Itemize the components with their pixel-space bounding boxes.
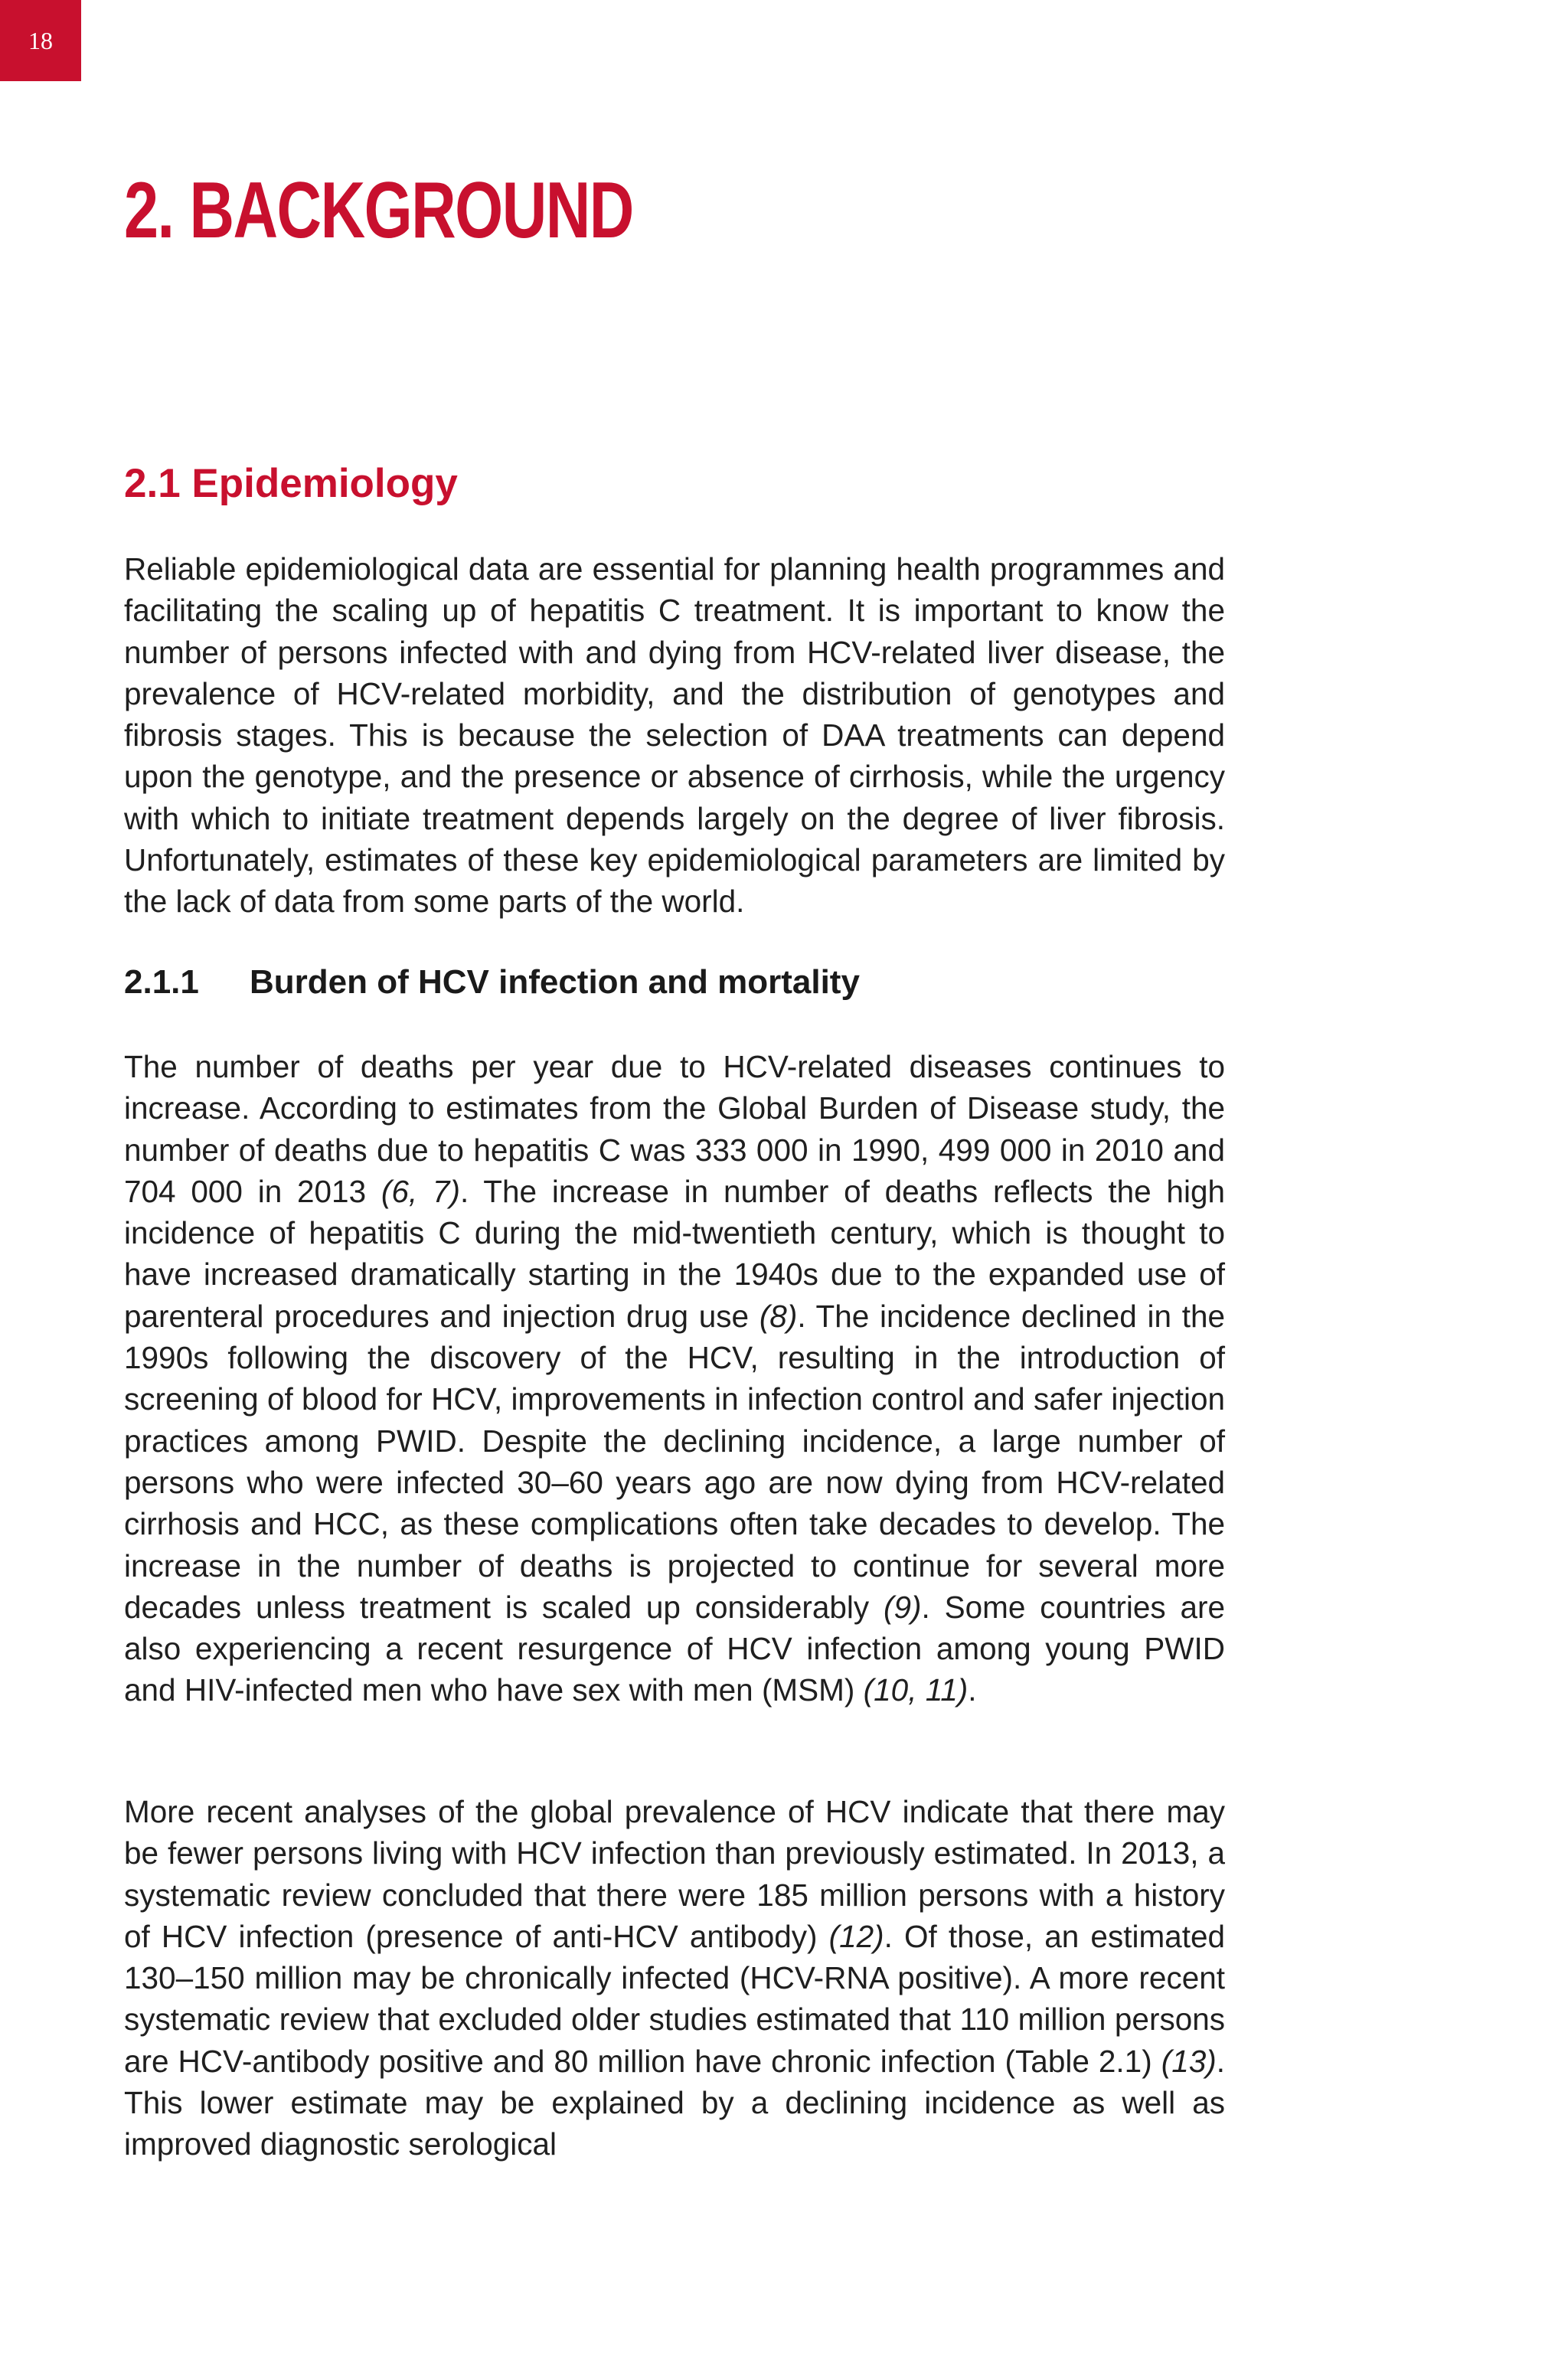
paragraph-text: . The incidence declined in the 1990s following the discovery of the HCV, resulting in the introduction of screening of blood for HCV, improvements in infection control and safer injection practices among PWID. Despite the declining incidence, a large number of persons who were infected 30–60 years ago are now dying from HCV-related cirrhosis and HCC, as these complications often take decades to develop. The increase in the number of deaths is projected to continue for several more decades unless treatment is scaled up considerably [124, 1298, 1226, 1625]
paragraph-text: The number of deaths per year due to HCV-related diseases continues to increase. According to estimates from the Global Burden of Disease study, the number of deaths due to hepatitis C was 333 000 in 1990, 499 000 in 2010 and 704 000 in 2013 [124, 1049, 1225, 1209]
citation-ref: (12) [828, 1918, 884, 1954]
subsection-heading: Burden of HCV infection and mortality [250, 963, 860, 1001]
paragraph-text: . Some countries are also experiencing a recent resurgence of HCV infection among young PWID and HIV-infected men who have sex with men (MSM) [124, 1589, 1225, 1708]
section-title: 2.1 Epidemiology [124, 461, 458, 506]
citation-ref: (8) [759, 1298, 798, 1334]
paragraph-text: . This lower estimate may be explained by a declining incidence as well as improved diagnostic serological [124, 2043, 1225, 2162]
citation-ref: (10, 11) [863, 1672, 969, 1708]
paragraph-text: More recent analyses of the global prevalence of HCV indicate that there may be fewer persons living with HCV infection than previously estimated. In 2013, a systematic review concluded that there were 185 million persons with a history of HCV infection (presence of anti-HCV antibody) [124, 1794, 1225, 1954]
paragraph-global-prevalence [124, 1791, 1225, 2165]
paragraph-burden-mortality [124, 1046, 1225, 1711]
page-number-tab [0, 0, 81, 81]
page-number: 18 [28, 27, 53, 54]
citation-ref: (9) [884, 1589, 922, 1625]
paragraph-text: . The increase in number of deaths reflects the high incidence of hepatitis C during the mid-twentieth century, which is thought to have increased dramatically starting in the 1940s due to the expanded use of parenteral procedures and injection drug use [124, 1173, 1225, 1334]
paragraph-text: . Of those, an estimated 130–150 million may be chronically infected (HCV-RNA positive). A more recent systematic review that excluded older studies estimated that 110 million persons are HCV-antibody positive and 80 million have chronic infection (Table 2.1) [124, 1918, 1226, 2079]
subsection-title [124, 956, 860, 1009]
citation-ref: (13) [1161, 2043, 1217, 2079]
chapter-title: 2. BACKGROUND [124, 166, 633, 255]
paragraph-epidemiology-intro: Reliable epidemiological data are essential for planning health programmes and facilitating the scaling up of hepatitis C treatment. It is important to know the number of persons infected with and dying from HCV-related liver disease, the prevalence of HCV-related morbidity, and the distribution of genotypes and fibrosis stages. This is because the selection of DAA treatments can depend upon the genotype, and the presence or absence of cirrhosis, while the urgency with which to initiate treatment depends largely on the degree of liver fibrosis. Unfortunately, estimates of these key epidemiological parameters are limited by the lack of data from some parts of the world. [124, 551, 1225, 920]
paragraph-text: . [968, 1672, 977, 1708]
citation-ref: (6, 7) [381, 1173, 460, 1209]
subsection-number: 2.1.1 [124, 963, 199, 1001]
